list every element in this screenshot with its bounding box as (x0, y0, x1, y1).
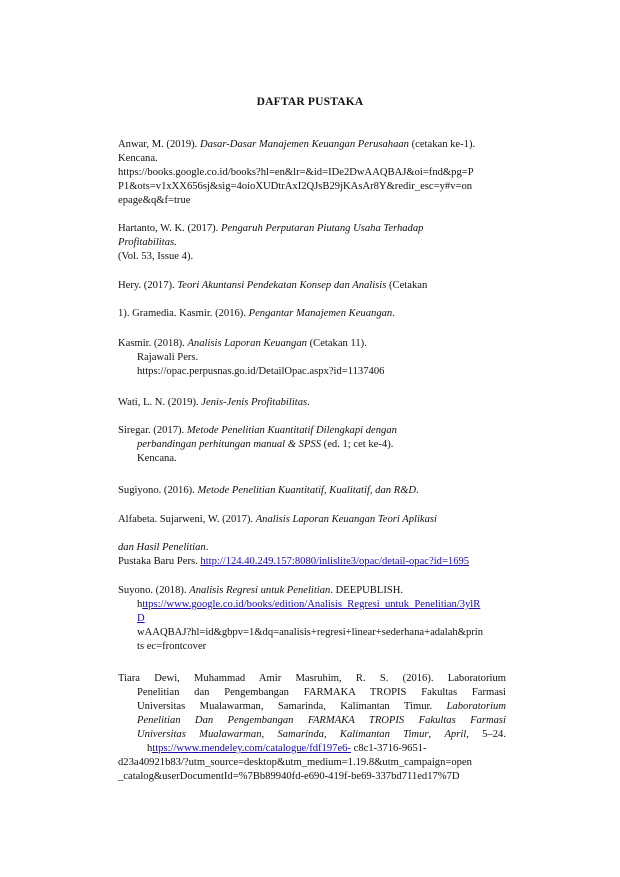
ref-title: Analisis Laporan Keuangan Teori Aplikasi (255, 514, 437, 525)
ref-link[interactable]: http://124.40.249.157:8080/inlislite3/opac/detail-opac?id=1695 (200, 556, 470, 567)
reference-kasmir-2018 (118, 337, 367, 351)
ref-title (118, 541, 208, 555)
reference-wati (118, 396, 310, 410)
ref-text: . DEEPUBLISH. (330, 585, 404, 596)
ref-url: P1&ots=v1xXX656sj&sig=4oioXUDtrAxI2QJsB29jKAsAr8Y&redir_esc=y#v=on (118, 181, 473, 192)
reference-hartanto (118, 222, 423, 236)
ref-author: Hartanto, W. K. (2017). (118, 223, 221, 234)
ref-author: Siregar. (2017). (118, 425, 187, 436)
ref-text (137, 700, 506, 714)
ref-title-italic: Universitas Mualawarman, Samarinda, Kalimantan Timur (137, 729, 429, 740)
reference-suyono (118, 584, 403, 598)
ref-text: (Cetakan (386, 280, 428, 291)
ref-author: Kasmir. (2018). (118, 338, 188, 349)
ref-url: https://opac.perpusnas.go.id/DetailOpac.aspx?id=1137406 (137, 366, 385, 377)
reference-siregar (118, 424, 397, 438)
ref-title-italic: Profitabilitas. (118, 237, 177, 248)
reference-anwar (118, 138, 475, 152)
ref-text (137, 438, 393, 452)
ref-url: ts ec=frontcover (137, 641, 207, 652)
ref-text: . (392, 308, 395, 319)
ref-text: . (416, 485, 419, 496)
ref-url: wAAQBAJ?hl=id&gbpv=1&dq=analisis+regresi+linear+sederhana+adalah&prin (137, 627, 484, 638)
ref-text: , (428, 729, 445, 740)
ref-text: c8c1-3716-9651- (350, 743, 427, 754)
ref-author: Anwar, M. (2019). (118, 139, 200, 150)
ref-title-italic: Penelitian Dan Pengembangan FARMAKA TROPIS Fakultas Farmasi (137, 715, 506, 726)
reference-hery (118, 279, 427, 293)
ref-title (137, 714, 506, 728)
ref-title (118, 236, 177, 250)
ref-text: h (137, 599, 143, 610)
ref-author: Sugiyono. (2016). (118, 485, 198, 496)
reference-kasmir-2016 (118, 307, 395, 321)
ref-text: (Cetakan 11). (306, 338, 367, 349)
ref-text: 1). Gramedia. Kasmir. (2016). (118, 308, 249, 319)
reference-sujarweni (118, 513, 437, 527)
ref-link[interactable]: D (137, 613, 145, 624)
ref-url: epage&q&f=true (118, 195, 191, 206)
ref-url-line (137, 612, 145, 626)
ref-title: Laboratorium (446, 701, 506, 712)
ref-title: Dasar-Dasar Manajemen Keuangan Perusahaan (199, 139, 409, 150)
ref-text (118, 555, 469, 569)
ref-text: (Vol. 53, Issue 4). (118, 251, 194, 262)
ref-text: Penelitian dan Pengembangan FARMAKA TROPIS Fakultas Farmasi (137, 687, 506, 698)
ref-text-italic: April (444, 729, 467, 740)
ref-text: . (307, 397, 310, 408)
ref-text: . (205, 542, 209, 553)
ref-url: _catalog&userDocumentId=%7Bb89940fd-e690-419f-be69-337bd711ed17%7D (118, 771, 460, 782)
ref-text: h (147, 743, 153, 754)
ref-link[interactable]: ttps://www.mendeley.com/catalogue/fdf197e6- (152, 743, 351, 754)
reference-tiara-dewi: Tiara Dewi, Muhammad Amir Masruhim, R. S. (2016). Laboratorium (118, 673, 506, 684)
ref-publisher: Pustaka Baru Pers. (118, 556, 201, 567)
ref-title: Pengaruh Perputaran Piutang Usaha Terhadap (220, 223, 424, 234)
ref-url: https://books.google.co.id/books?hl=en&lr=&id=IDe2DwAAQBAJ&oi=fnd&pg=P (118, 167, 474, 178)
ref-text (137, 728, 506, 742)
ref-title: Analisis Laporan Keuangan (187, 338, 307, 349)
ref-title: Jenis-Jenis Profitabilitas (201, 397, 308, 408)
ref-author: Alfabeta. Sujarweni, W. (2017). (118, 514, 256, 525)
ref-title: Metode Penelitian Kuantitatif, Kualitatif, dan R&D (197, 485, 417, 496)
ref-url-line (137, 598, 480, 612)
ref-publisher: Rajawali Pers. (137, 352, 199, 363)
ref-title-italic: dan Hasil Penelitian (118, 542, 206, 553)
ref-text: , 5–24. (466, 729, 506, 740)
ref-link[interactable]: ttps://www.google.co.id/books/edition/Analisis_Regresi_untuk_Penelitian/3ylR (142, 599, 481, 610)
ref-title: Teori Akuntansi Pendekatan Konsep dan Analisis (177, 280, 387, 291)
ref-title: Pengantar Manajemen Keuangan (248, 308, 393, 319)
ref-text: (cetakan ke-1). (408, 139, 476, 150)
ref-title: perbandingan perhitungan manual & SPSS (137, 439, 322, 450)
ref-text: Universitas Mualawarman, Samarinda, Kalimantan Timur. (137, 701, 447, 712)
ref-publisher: Kencana. (137, 453, 177, 464)
ref-author: Hery. (2017). (118, 280, 178, 291)
ref-author: Wati, L. N. (2019). (118, 397, 202, 408)
page-title: DAFTAR PUSTAKA (256, 96, 364, 108)
ref-url-line (147, 742, 427, 756)
ref-title: Analisis Regresi untuk Penelitian (189, 585, 331, 596)
ref-author: Suyono. (2018). (118, 585, 190, 596)
ref-url: d23a40921b83/?utm_source=desktop&utm_medium=1.19.8&utm_campaign=open (118, 757, 472, 768)
reference-sugiyono (118, 484, 419, 498)
ref-text: Kencana. (118, 153, 158, 164)
ref-text: (ed. 1; cet ke-4). (321, 439, 394, 450)
ref-title: Metode Penelitian Kuantitatif Dilengkapi dengan (186, 425, 397, 436)
